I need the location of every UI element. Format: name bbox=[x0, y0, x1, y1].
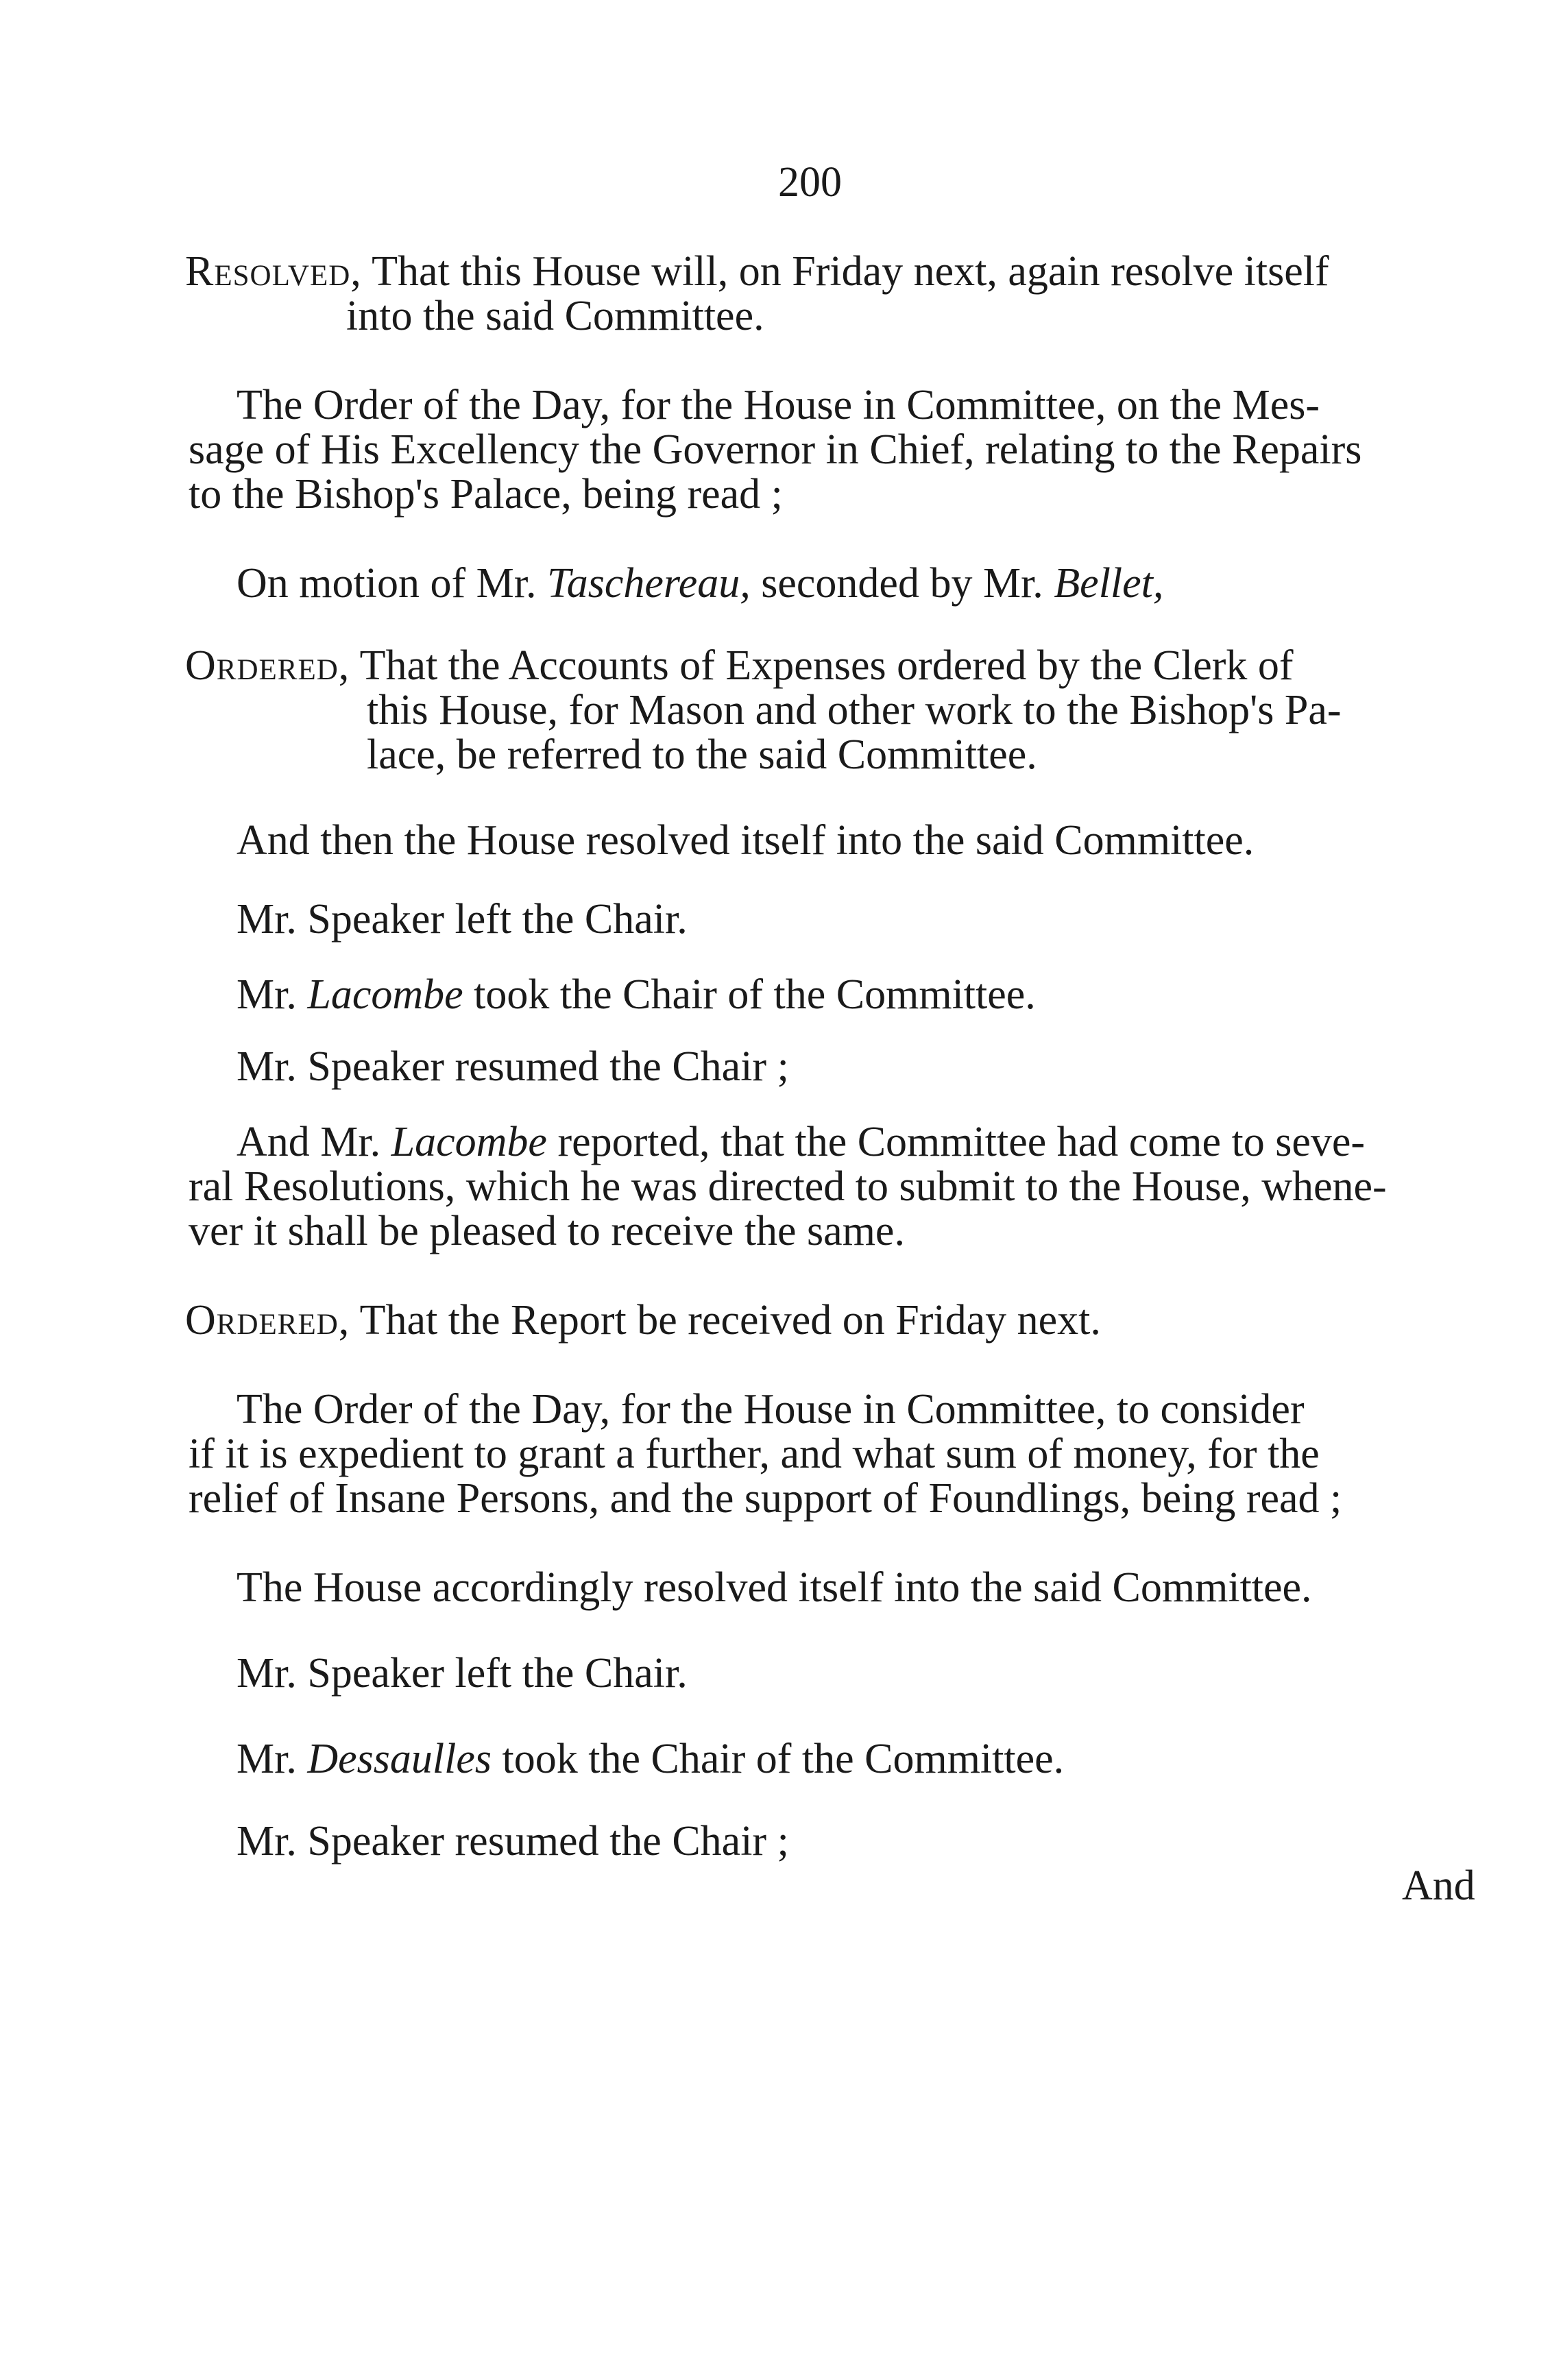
report-post: reported, that the Committee had come to seve- bbox=[546, 1119, 1366, 1165]
order-day-1-line-1: The Order of the Day, for the House in Committee, on the Mes- bbox=[237, 382, 1320, 428]
report-line-2: ral Resolutions, which he was directed to submit to the House, whene- bbox=[189, 1163, 1387, 1210]
order-day-2-line-2: if it is expedient to grant a further, and what sum of money, for the bbox=[189, 1431, 1320, 1477]
chair-pre-1: Mr. bbox=[237, 971, 308, 1018]
ordered-2-label: Ordered, bbox=[185, 1297, 350, 1344]
resolved-label: Resolved, bbox=[185, 248, 362, 295]
resolved-text-1: That this House will, on Friday next, again resolve itself bbox=[372, 248, 1329, 295]
chair-name-2: Dessaulles bbox=[307, 1736, 492, 1782]
mover-name: Taschereau, bbox=[546, 560, 751, 607]
resolved-line-1 bbox=[185, 250, 1329, 293]
order-day-1-line-2: sage of His Excellency the Governor in Chief, relating to the Repairs bbox=[189, 426, 1362, 473]
speaker-resumed-line-1: Mr. Speaker resumed the Chair ; bbox=[237, 1043, 789, 1090]
chair-pre-2: Mr. bbox=[237, 1736, 308, 1782]
seconder-name: Bellet, bbox=[1054, 560, 1164, 607]
chair-committee-line-2 bbox=[237, 1738, 1064, 1780]
motion-pre: On motion of Mr. bbox=[237, 560, 547, 607]
speaker-left-line-2: Mr. Speaker left the Chair. bbox=[237, 1650, 688, 1697]
report-pre: And Mr. bbox=[237, 1119, 391, 1165]
motion-mid: seconded by Mr. bbox=[750, 560, 1054, 607]
chair-post-1: took the Chair of the Committee. bbox=[463, 971, 1036, 1018]
page-number: 200 bbox=[778, 159, 842, 206]
chair-name-1: Lacombe bbox=[307, 971, 463, 1018]
ordered-1-line-1 bbox=[185, 644, 1294, 687]
ordered-2-line bbox=[185, 1297, 1101, 1344]
report-line-1 bbox=[237, 1121, 1365, 1163]
resolved-line-2: into the said Committee. bbox=[346, 293, 764, 339]
ordered-label: Ordered, bbox=[185, 642, 350, 689]
order-day-2-line-1: The Order of the Day, for the House in Committee, to consider bbox=[237, 1386, 1305, 1433]
report-line-3: ver it shall be pleased to receive the same. bbox=[189, 1208, 905, 1254]
order-day-1-line-3: to the Bishop's Palace, being read ; bbox=[189, 471, 783, 518]
ordered-1-line-3: lace, be referred to the said Committee. bbox=[367, 731, 1037, 778]
ordered-1-text-1: That the Accounts of Expenses ordered by the Clerk of bbox=[359, 642, 1294, 689]
motion-line bbox=[237, 562, 1163, 605]
ordered-1-line-2: this House, for Mason and other work to the Bishop's Pa- bbox=[367, 687, 1342, 733]
ordered-2-text: That the Report be received on Friday next. bbox=[359, 1297, 1101, 1344]
catchword: And bbox=[1402, 1862, 1475, 1909]
house-resolved-line: And then the House resolved itself into the said Committee. bbox=[237, 817, 1255, 864]
order-day-2-line-3: relief of Insane Persons, and the support of Foundlings, being read ; bbox=[189, 1475, 1342, 1522]
house-accordingly-line: The House accordingly resolved itself into the said Committee. bbox=[237, 1564, 1312, 1611]
speaker-resumed-line-2: Mr. Speaker resumed the Chair ; bbox=[237, 1818, 789, 1865]
report-name: Lacombe bbox=[391, 1119, 547, 1165]
chair-post-2: took the Chair of the Committee. bbox=[492, 1736, 1065, 1782]
chair-committee-line-1 bbox=[237, 973, 1036, 1016]
speaker-left-line-1: Mr. Speaker left the Chair. bbox=[237, 896, 688, 943]
